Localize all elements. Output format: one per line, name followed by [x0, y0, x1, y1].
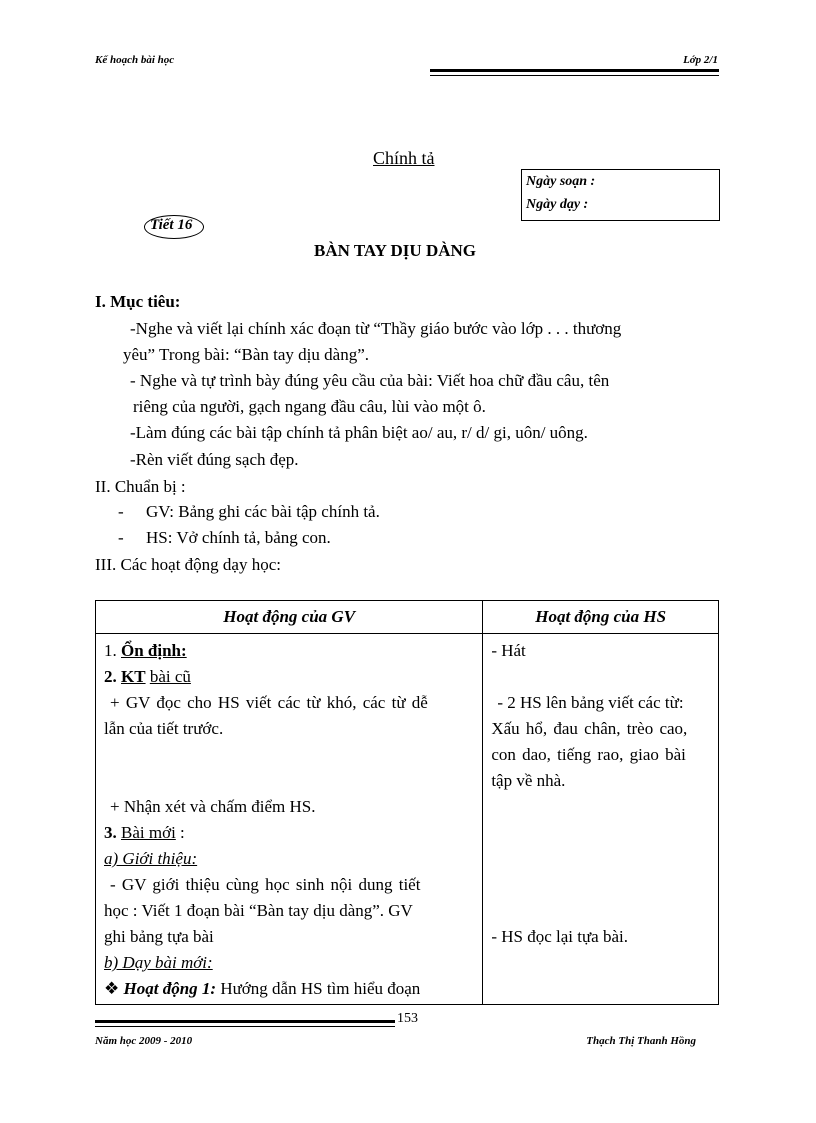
objective-line: - Nghe và tự trình bày đúng yêu cầu của bài: Viết hoa chữ đầu câu, tên — [130, 371, 610, 390]
objective-line: -Rèn viết đúng sạch đẹp. — [130, 450, 299, 469]
col-hs-label: Hoạt động của HS — [535, 607, 667, 626]
preparation-item: GV: Bảng ghi các bài tập chính tả. — [146, 502, 380, 521]
objectives-heading-text: I. Mục tiêu: — [95, 292, 181, 311]
preparation-heading: II. Chuẩn bị : — [95, 477, 186, 496]
header-rule-thick — [430, 69, 719, 72]
hs-spacer — [483, 898, 718, 924]
objective-line: -Làm đúng các bài tập chính tả phân biệt ao/ au, r/ d/ gi, uôn/ uông. — [130, 423, 588, 442]
footer-rule-thick — [95, 1020, 395, 1023]
gv-step-3 — [96, 820, 482, 846]
objective-line: -Nghe và viết lại chính xác đoạn từ “Thầy giáo bước vào lớp . . . thương — [130, 319, 622, 338]
gv-line: lẫn của tiết trước. — [104, 719, 224, 738]
hs-line: Xấu hổ, đau chân, trèo cao, — [491, 719, 688, 738]
col-gv-header — [96, 601, 483, 634]
header-rule-thin — [430, 75, 719, 76]
gv-spacer — [96, 768, 482, 794]
gv-activity-1-label: Hoạt động 1: — [123, 979, 217, 998]
hs-spacer — [483, 820, 718, 846]
hs-line: tập về nhà. — [491, 771, 566, 790]
gv-line: - GV giới thiệu cùng học sinh nội dung tiết — [110, 875, 421, 894]
hs-spacer — [483, 794, 718, 820]
hs-line: - 2 HS lên bảng viết các từ: — [497, 693, 684, 712]
gv-activity-1-text: Hướng dẫn HS tìm hiểu đoạn — [220, 979, 421, 998]
table-header-row — [96, 601, 719, 634]
footer-rule-thin — [95, 1026, 395, 1027]
gv-step-3-num: 3. — [104, 823, 117, 842]
hs-spacer — [483, 872, 718, 898]
gv-line: + GV đọc cho HS viết các từ khó, các từ dễ — [110, 693, 428, 712]
hs-line: con dao, tiếng rao, giao bài — [491, 745, 686, 764]
date-taught: Ngày dạy : — [526, 197, 589, 212]
activities-table — [95, 600, 719, 1005]
gv-sub-b: b) Dạy bài mới: — [104, 953, 213, 972]
subject-title: Chính tả — [373, 148, 435, 168]
gv-line: học : Viết 1 đoạn bài “Bàn tay dịu dàng”. GV — [104, 901, 413, 920]
preparation-item: HS: Vở chính tả, bảng con. — [146, 528, 331, 547]
gv-step-1-num: 1. — [104, 641, 117, 660]
col-gv-label: Hoạt động của GV — [223, 607, 356, 626]
objectives-heading — [95, 292, 180, 312]
footer-right: Thạch Thị Thanh Hồng — [586, 1035, 696, 1047]
table-body-row — [96, 634, 719, 1005]
gv-line: + Nhận xét và chấm điểm HS. — [110, 797, 316, 816]
date-prepared: Ngày soạn : — [526, 174, 596, 189]
gv-step-1 — [96, 638, 482, 664]
hs-spacer — [483, 664, 718, 690]
gv-spacer — [96, 742, 482, 768]
gv-activity-1 — [96, 976, 482, 1002]
col-hs-header — [483, 601, 719, 634]
hs-line: - HS đọc lại tựa bài. — [491, 927, 628, 946]
gv-sub-a: a) Giới thiệu: — [104, 849, 198, 868]
page-number: 153 — [397, 1011, 418, 1026]
objective-line: riêng của người, gạch ngang đầu câu, lùi vào một ô. — [133, 397, 486, 416]
preparation-dash: - — [118, 502, 124, 521]
hs-cell — [483, 634, 719, 1005]
gv-step-1-label: Ổn định: — [121, 641, 187, 660]
gv-cell — [96, 634, 483, 1005]
footer-left: Năm học 2009 - 2010 — [95, 1035, 193, 1047]
header-left: Kế hoạch bài học — [95, 54, 175, 66]
gv-step-2-num: 2. — [104, 667, 117, 686]
activities-heading: III. Các hoạt động dạy học: — [95, 555, 281, 574]
lesson-tag: Tiết 16 — [150, 217, 193, 233]
gv-step-3-label: Bài mới — [121, 823, 176, 842]
hs-spacer — [483, 846, 718, 872]
gv-step-2 — [96, 664, 482, 690]
preparation-dash: - — [118, 528, 124, 547]
date-box — [521, 169, 720, 221]
gv-step-3-colon: : — [180, 823, 185, 842]
header-right: Lớp 2/1 — [683, 54, 718, 66]
gv-line: ghi bảng tựa bài — [104, 927, 214, 946]
gv-step-2-label: KT — [121, 667, 146, 686]
hs-line: - Hát — [491, 641, 526, 660]
diamond-bullet-icon: ❖ — [104, 979, 120, 998]
gv-step-2-rest: bài cũ — [149, 667, 191, 686]
objective-line: yêu” Trong bài: “Bàn tay dịu dàng”. — [123, 345, 369, 364]
lesson-title: BÀN TAY DỊU DÀNG — [314, 241, 476, 260]
